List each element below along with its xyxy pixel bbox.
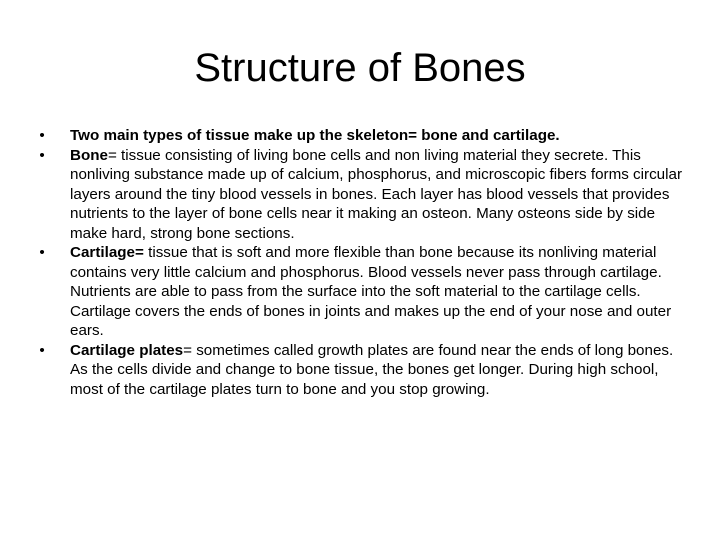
bullet-item-bone	[30, 146, 690, 244]
bullet-list	[30, 126, 690, 399]
bullet-dot: •	[39, 127, 45, 144]
bullet-item-tissue-types	[30, 126, 690, 146]
bullet-bold-text: Cartilage plates	[70, 341, 184, 359]
bullet-item-cartilage	[30, 243, 690, 341]
bullet-dot: •	[39, 244, 45, 261]
bullet-bold-text: Bone	[70, 146, 108, 164]
bullet-bold-text: Cartilage=	[70, 244, 144, 261]
bullet-dot: •	[39, 341, 45, 359]
bullet-text: = sometimes called growth plates are found near the ends of long bones. As the cells divide and change to bone tissue, the bones get longer. During high school, most of the cartilage plates turn to bone and you stop growing.	[70, 341, 674, 398]
bullet-dot: •	[39, 146, 45, 164]
slide-title: Structure of Bones	[194, 46, 526, 90]
bullet-bold-text: Two main types of tissue make up the skeleton= bone and cartilage.	[70, 127, 560, 144]
bullet-text: = tissue consisting of living bone cells and non living material they secrete. This nonliving substance made up of calcium, phosphorus, and microscopic fibers forms circular layers around the tiny blood vessels in bones. Each layer has blood vessels that provides nutrients to the layer of bone cells near it making an osteon. Many osteons side by side make hard, strong bone sections.	[70, 146, 683, 242]
bullet-item-cartilage-plates	[30, 341, 690, 400]
bullet-text: tissue that is soft and more flexible than bone because its nonliving material contains very little calcium and phosphorus. Blood vessels never pass through cartilage. Nutrients are able to pass from the surface into the soft material to the cartilage cells. Cartilage covers the ends of bones in joints and makes up the end of your nose and outer ears.	[70, 244, 672, 339]
